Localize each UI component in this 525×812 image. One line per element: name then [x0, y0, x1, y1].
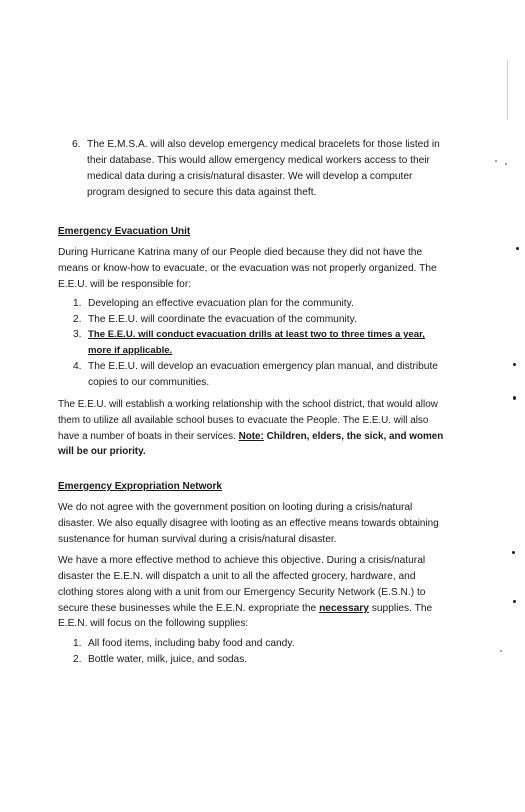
scan-speck — [512, 551, 515, 554]
scan-speck — [513, 600, 516, 603]
eeu-list-num-3: 3. — [73, 329, 82, 340]
eeu-heading: Emergency Evacuation Unit — [58, 226, 191, 237]
scan-speck — [513, 363, 516, 366]
eeu-list-item-4-line-2: copies to our communities. — [88, 377, 210, 388]
eeu-note-label: Note: — [238, 431, 264, 442]
eeu-intro-line-2: means or know-how to evacuate, or the evacuation was not properly organized. The — [58, 263, 437, 274]
een-para2-line-5: E.E.N. will focus on the following supplies: — [58, 618, 249, 629]
eeu-note-text-1: Children, elders, the sick, and women — [266, 431, 444, 442]
een-heading: Emergency Expropriation Network — [58, 481, 222, 492]
een-para2-tail: supplies. The — [368, 603, 433, 614]
item-6-number: 6. — [72, 139, 81, 150]
een-list-num-1: 1. — [73, 638, 82, 649]
eeu-note-text-2: will be our priority. — [58, 446, 146, 457]
eeu-list-item-3-line-2: more if applicable. — [88, 345, 173, 356]
een-list-item-1: All food items, including baby food and candy. — [88, 638, 295, 649]
scan-edge-line — [507, 60, 508, 120]
eeu-para-line-3-text: have a number of boats in their services. — [58, 431, 236, 442]
een-para2-line-4-text: secure these businesses while the E.E.N. expropriate the — [58, 603, 317, 614]
een-list-num-2: 2. — [73, 654, 82, 665]
een-para2-line-1: We have a more effective method to achieve this objective. During a crisis/natural — [58, 555, 426, 566]
eeu-list-num-2: 2. — [73, 314, 82, 325]
eeu-para-line-1: The E.E.U. will establish a working relationship with the school district, that would allow — [58, 399, 438, 410]
een-para1-line-1: We do not agree with the government position on looting during a crisis/natural — [58, 502, 413, 513]
scan-speck — [495, 160, 497, 162]
een-para2-line-2: disaster the E.E.N. will dispatch a unit to all the affected grocery, hardware, and — [58, 571, 416, 582]
een-para2-line-4 — [58, 601, 432, 617]
eeu-list-num-4: 4. — [73, 361, 82, 372]
item-6-line-3: medical data during a crisis/natural disaster. We will develop a computer — [87, 171, 413, 182]
scan-speck — [513, 396, 516, 400]
scan-speck — [500, 650, 502, 652]
eeu-list-num-1: 1. — [73, 298, 82, 309]
een-para1-line-2: disaster. We also equally disagree with looting as an effective means towards obtaining — [58, 518, 439, 529]
item-6-line-1: The E.M.S.A. will also develop emergency medical bracelets for those listed in — [87, 139, 440, 150]
eeu-para-line-2: them to utilize all available school buses to evacuate the People. The E.E.U. will also — [58, 415, 429, 426]
eeu-list-item-1: Developing an effective evacuation plan for the community. — [88, 298, 354, 309]
eeu-list-item-2: The E.E.U. will coordinate the evacuation of the community. — [88, 314, 357, 325]
eeu-list-item-3-line-1: The E.E.U. will conduct evacuation drills at least two to three times a year, — [88, 329, 425, 340]
eeu-para-line-3 — [58, 429, 443, 445]
item-6-line-2: their database. This would allow emergency medical workers access to their — [87, 155, 430, 166]
een-necessary: necessary — [319, 603, 369, 614]
item-6-line-4: program designed to secure this data against theft. — [87, 187, 317, 198]
eeu-intro-line-3: E.E.U. will be responsible for: — [58, 279, 192, 290]
een-para2-line-3: clothing stores along with a unit from our Emergency Security Network (E.S.N.) to — [58, 587, 426, 598]
scan-speck — [516, 247, 519, 250]
een-list-item-2: Bottle water, milk, juice, and sodas. — [88, 654, 248, 665]
eeu-list-item-4-line-1: The E.E.U. will develop an evacuation emergency plan manual, and distribute — [88, 361, 438, 372]
scan-speck — [505, 163, 507, 165]
een-para1-line-3: sustenance for human survival during a crisis/natural disaster. — [58, 534, 337, 545]
eeu-intro-line-1: During Hurricane Katrina many of our People died because they did not have the — [58, 247, 423, 258]
